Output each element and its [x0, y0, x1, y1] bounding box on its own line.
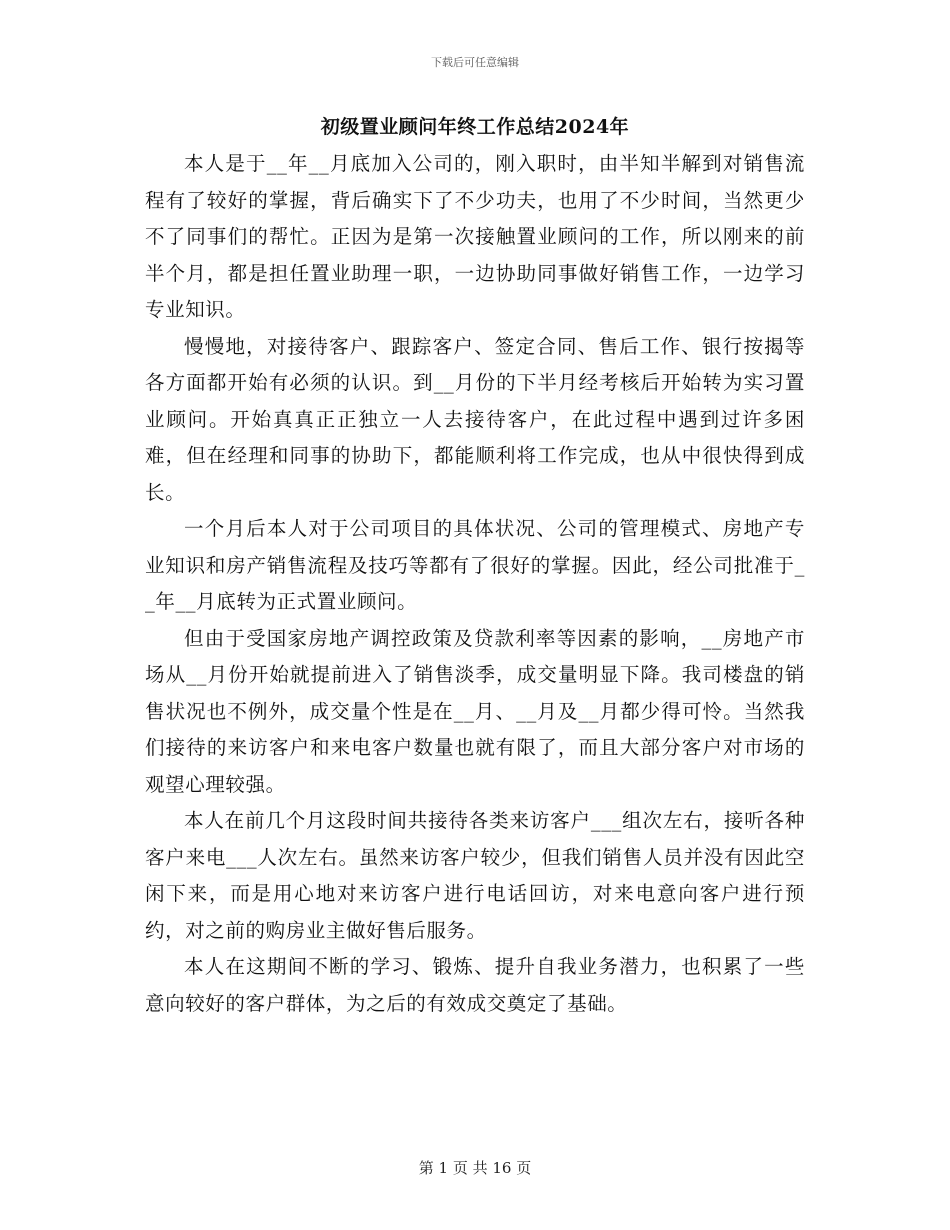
page-number: 第 1 页 共 16 页: [418, 1159, 532, 1177]
paragraph: 慢慢地，对接待客户、跟踪客户、签定合同、售后工作、银行按揭等各方面都开始有必须的认识。到__月份的下半月经考核后开始转为实习置业顾问。开始真真正正独立一人去接待客户，在此过程中遇到过许多困难，但在经理和同事的协助下，都能顺利将工作完成，也从中很快得到成长。: [145, 334, 805, 504]
paragraph: 一个月后本人对于公司项目的具体状况、公司的管理模式、房地产专业知识和房产销售流程及技巧等都有了很好的掌握。因此，经公司批准于__年__月底转为正式置业顾问。: [145, 517, 805, 613]
document-title: 初级置业顾问年终工作总结2024年: [320, 116, 630, 138]
paragraph: 但由于受国家房地产调控政策及贷款利率等因素的影响，__房地产市场从__月份开始就提前进入了销售淡季，成交量明显下降。我司楼盘的销售状况也不例外，成交量个性是在__月、__月及__月都少得可怜。当然我们接待的来访客户和来电客户数量也就有限了，而且大部分客户对市场的观望心理较强。: [145, 626, 805, 796]
paragraph: 本人在前几个月这段时间共接待各类来访客户___组次左右，接听各种客户来电___人次左右。虽然来访客户较少，但我们销售人员并没有因此空闲下来，而是用心地对来访客户进行电话回访，对来电意向客户进行预约，对之前的购房业主做好售后服务。: [145, 809, 805, 942]
paragraph: 本人是于__年__月底加入公司的，刚入职时，由半知半解到对销售流程有了较好的掌握，背后确实下了不少功夫，也用了不少时间，当然更少不了同事们的帮忙。正因为是第一次接触置业顾问的工作，所以刚来的前半个月，都是担任置业助理一职，一边协助同事做好销售工作，一边学习专业知识。: [145, 152, 805, 321]
paragraph: 本人在这期间不断的学习、锻炼、提升自我业务潜力，也积累了一些意向较好的客户群体，为之后的有效成交奠定了基础。: [145, 955, 805, 1015]
document-body: [145, 146, 805, 1022]
header-note: 下载后可任意编辑: [431, 56, 519, 69]
